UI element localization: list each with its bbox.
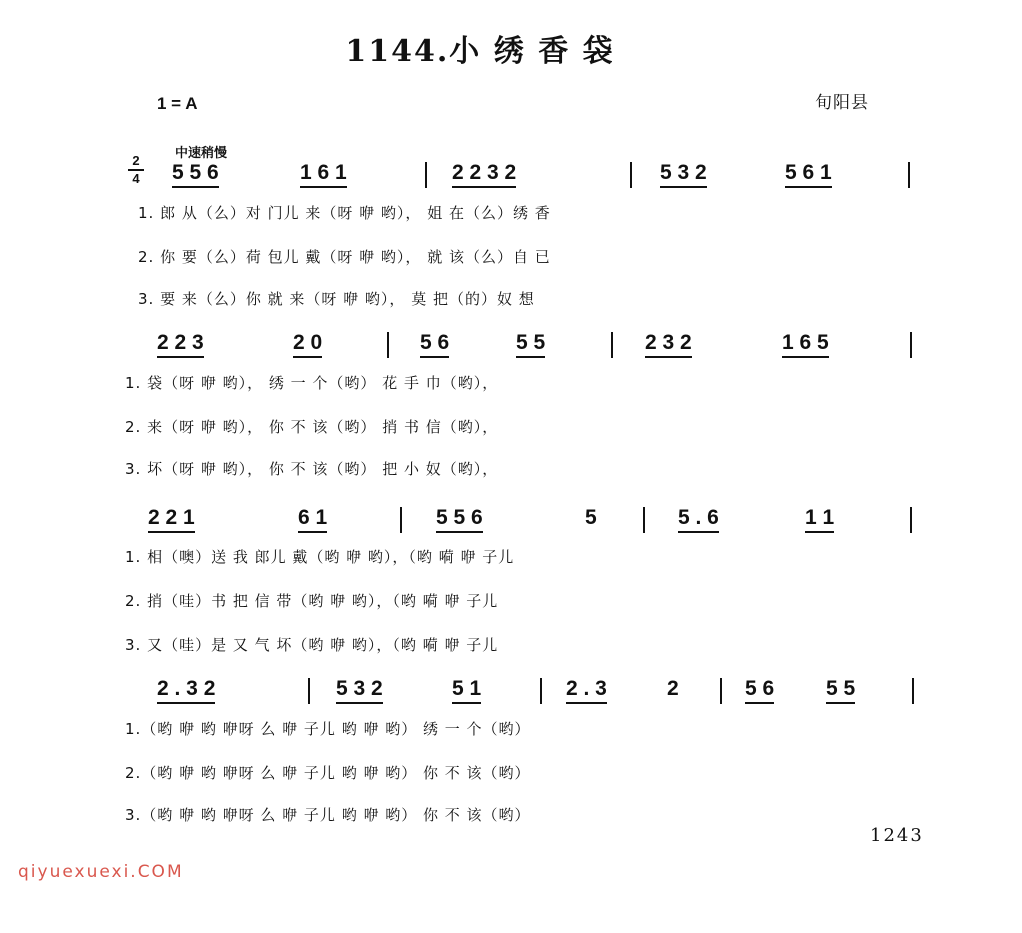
lyric-line-2-2: 2. 来（呀 咿 哟）， 你 不 该（哟） 捎 书 信（哟）， bbox=[125, 418, 499, 436]
notes-measure-4a: 2 2 3 bbox=[157, 330, 204, 358]
notes-measure-11b: 5 1 bbox=[452, 676, 481, 704]
time-denominator: 4 bbox=[132, 171, 140, 186]
notes-measure-11a: 5 3 2 bbox=[336, 676, 383, 704]
page-number: 1243 bbox=[870, 825, 924, 846]
notes-measure-1b: 1 6 1 bbox=[300, 160, 347, 188]
region-label: 旬阳县 bbox=[815, 93, 869, 113]
lyric-line-3-2: 2. 捎（哇）书 把 信 带（哟 咿 哟），（哟 嗬 咿 子儿 bbox=[125, 592, 499, 610]
lyric-line-4-3: 3.（哟 咿 哟 咿呀 么 咿 子儿 哟 咿 哟） 你 不 该（哟） bbox=[125, 806, 531, 824]
barline bbox=[643, 507, 645, 533]
lyric-line-1-2: 2. 你 要（么）荷 包儿 戴（呀 咿 哟）， 就 该（么）自 已 bbox=[138, 248, 551, 266]
score-system-1 bbox=[0, 160, 1022, 190]
notes-measure-13b: 5 5 bbox=[826, 676, 855, 704]
notes-measure-3b: 5 6 1 bbox=[785, 160, 832, 188]
lyric-line-3-3: 3. 又（哇）是 又 气 坏（哟 咿 哟），（哟 嗬 咿 子儿 bbox=[125, 636, 499, 654]
barline bbox=[630, 162, 632, 188]
notes-measure-9a: 5 . 6 bbox=[678, 505, 719, 533]
lyric-line-3-1: 1. 相（噢）送 我 郎儿 戴（哟 咿 哟），（哟 嗬 咿 子儿 bbox=[125, 548, 515, 566]
lyric-line-1-3: 3. 要 来（么）你 就 来（呀 咿 哟）， 莫 把（的）奴 想 bbox=[138, 290, 535, 308]
notes-measure-5a: 5 6 bbox=[420, 330, 449, 358]
barline bbox=[908, 162, 910, 188]
lyric-line-2-1: 1. 袋（呀 咿 哟）， 绣 一 个（哟） 花 手 巾（哟）， bbox=[125, 374, 499, 392]
score-system-2 bbox=[0, 330, 1022, 360]
time-numerator: 2 bbox=[132, 153, 140, 168]
barline bbox=[720, 678, 722, 704]
notes-measure-7b: 6 1 bbox=[298, 505, 327, 533]
lyric-line-1-1: 1. 郎 从（么）对 门儿 来（呀 咿 哟）， 姐 在（么）绣 香 bbox=[138, 204, 551, 222]
site-watermark: qiyuexuexi.COM bbox=[18, 862, 184, 882]
barline bbox=[425, 162, 427, 188]
barline bbox=[387, 332, 389, 358]
score-system-3 bbox=[0, 505, 1022, 535]
notes-measure-6a: 2 3 2 bbox=[645, 330, 692, 358]
notes-measure-6b: 1 6 5 bbox=[782, 330, 829, 358]
notes-measure-3a: 5 3 2 bbox=[660, 160, 707, 188]
notes-measure-7a: 2 2 1 bbox=[148, 505, 195, 533]
lyric-line-4-2: 2.（哟 咿 哟 咿呀 么 咿 子儿 哟 咿 哟） 你 不 该（哟） bbox=[125, 764, 531, 782]
lyric-line-2-3: 3. 坏（呀 咿 哟）， 你 不 该（哟） 把 小 奴（哟）， bbox=[125, 460, 499, 478]
score-system-4 bbox=[0, 676, 1022, 706]
notes-measure-1a: 5 5 6 bbox=[172, 160, 219, 188]
tempo-marking: 中速稍慢 bbox=[175, 146, 228, 161]
song-title: 1144.小 绣 香 袋 bbox=[345, 34, 615, 69]
notes-measure-12b: 2 bbox=[667, 677, 679, 700]
barline bbox=[400, 507, 402, 533]
notes-measure-8a: 5 5 6 bbox=[436, 505, 483, 533]
barline bbox=[308, 678, 310, 704]
lyric-line-4-1: 1.（哟 咿 哟 咿呀 么 咿 子儿 哟 咿 哟） 绣 一 个（哟） bbox=[125, 720, 531, 738]
notes-measure-13a: 5 6 bbox=[745, 676, 774, 704]
barline bbox=[910, 507, 912, 533]
barline bbox=[912, 678, 914, 704]
notes-measure-4b: 2 0 bbox=[293, 330, 322, 358]
notes-measure-8b: 5 bbox=[585, 506, 597, 529]
notes-measure-2: 2 2 3 2 bbox=[452, 160, 516, 188]
notes-measure-9b: 1 1 bbox=[805, 505, 834, 533]
notes-measure-10: 2 . 3 2 bbox=[157, 676, 215, 704]
notes-measure-12a: 2 . 3 bbox=[566, 676, 607, 704]
barline bbox=[611, 332, 613, 358]
key-signature: 1 = A bbox=[157, 94, 198, 113]
notes-measure-5b: 5 5 bbox=[516, 330, 545, 358]
barline bbox=[910, 332, 912, 358]
barline bbox=[540, 678, 542, 704]
